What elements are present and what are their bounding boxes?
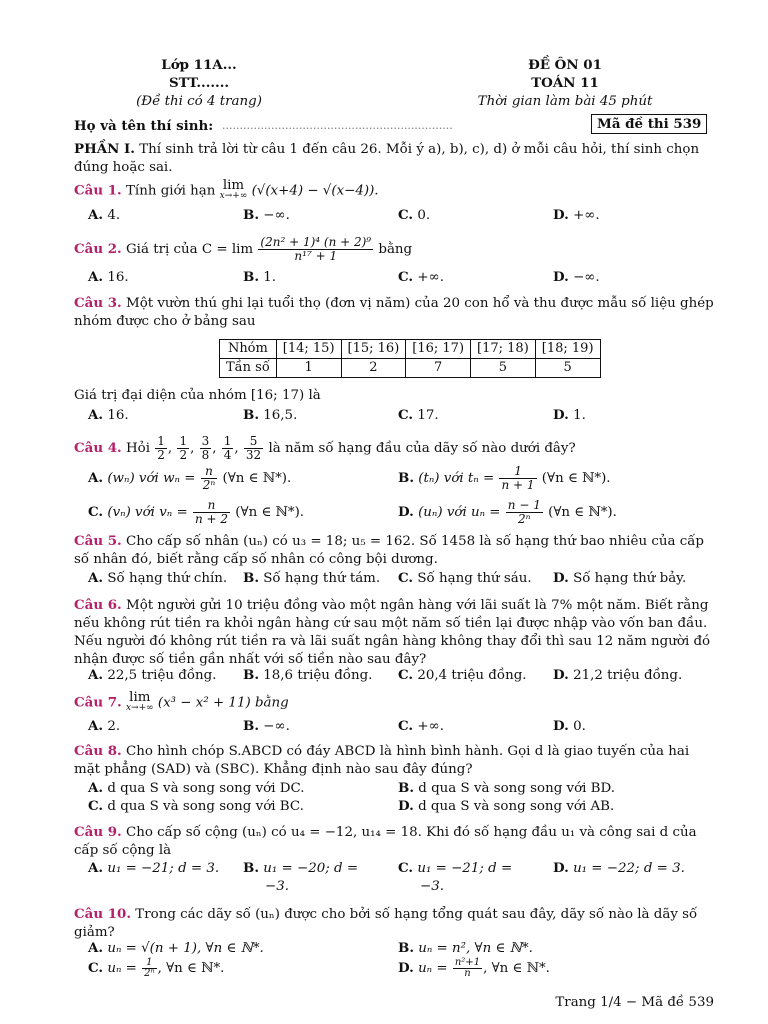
time-note: Thời gian làm bài 45 phút (477, 94, 653, 109)
question-10 (74, 905, 714, 942)
question-3-sub: Giá trị đại diện của nhóm [16; 17) là (74, 388, 321, 403)
options-q1 (88, 206, 708, 225)
option-a: A. 22,5 triệu đồng. (88, 667, 217, 683)
question-text: Một người gửi 10 triệu đồng vào một ngân hàng với lãi suất là 7% một năm. Biết rằng nếu không rút tiền ra khỏi ngân hàng cứ sau một năm số tiền lại được nhập vào vốn ban đầu. Nếu người đó không rút tiền ra và lãi suất ngân hàng không thay đổi thì sau 12 năm người đó nhận được số tiền gần nhất với số tiền nào sau đây? (74, 598, 711, 667)
fraction: $\frac{3}{8}$ (201, 434, 210, 462)
limit-operator: lim x→+∞ (125, 690, 154, 713)
question-4: Câu 4. Hỏi $\frac{1}{2}$ , $\frac{1}{2}$ , $\frac{3}{8}$ , $\frac{1}{4}$ , $\frac{5}{32}$ là năm số hạng đầu của dãy số nào dưới đây? (74, 434, 576, 462)
option-a: A. 4. (88, 207, 121, 223)
option-d: D. u₁ = −22; d = 3. (553, 860, 685, 876)
option-c: C. Số hạng thứ sáu. (398, 570, 532, 586)
option-d: D. Số hạng thứ bảy. (553, 570, 687, 586)
question-text: Hỏi (125, 441, 151, 456)
option-b: B. 18,6 triệu đồng. (243, 667, 373, 683)
option-c: C. (vₙ) với vₙ = $\frac{n}{n + 2}$ (∀n ∈ ℕ*). (88, 498, 305, 526)
question-text: Giá trị của C = lim (125, 242, 254, 257)
question-number: Câu 2. (74, 241, 122, 257)
option-b: B. uₙ = n², ∀n ∈ ℕ*. (398, 940, 533, 956)
question-2 (74, 236, 714, 263)
part-instruction (74, 140, 714, 177)
option-a: A. 16. (88, 269, 129, 285)
frequency-table (219, 339, 601, 378)
option-d: D. 21,2 triệu đồng. (553, 667, 683, 683)
question-5 (74, 532, 714, 569)
options-q5 (88, 569, 708, 588)
question-1 (74, 180, 714, 202)
option-a: A. 2. (88, 718, 121, 734)
question-9 (74, 823, 714, 860)
option-c: C. 17. (398, 407, 439, 423)
table-row: Tần số 1 2 7 5 5 (220, 359, 601, 378)
subject: TOÁN 11 (531, 75, 599, 91)
exam-code-box: Mã đề thi 539 (591, 114, 707, 134)
class-label: Lớp 11A... (161, 57, 237, 73)
question-text: Cho hình chóp S.ABCD có đáy ABCD là hình bình hành. Gọi d là giao tuyến của hai mặt phẳng (SAD) và (SBC). Khẳng định nào sau đây đúng? (74, 744, 690, 777)
question-number: Câu 8. (74, 743, 122, 759)
page-footer: Trang 1/4 − Mã đề 539 (555, 995, 714, 1010)
question-number: Câu 10. (74, 906, 132, 922)
option-b: B. (tₙ) với tₙ = $\frac{1}{n + 1}$ (∀n ∈ ℕ*). (398, 464, 611, 492)
part-title: PHẦN I. (74, 141, 135, 157)
option-c: C. u₁ = −21; d = −3. (398, 860, 513, 894)
question-tail: bằng (378, 242, 413, 257)
fraction: $\frac{1}{2}$ (157, 434, 165, 462)
question-number: Câu 4. (74, 440, 122, 456)
options-q6 (88, 666, 708, 685)
option-d: D. 0. (553, 718, 586, 734)
option-c: C. d qua S và song song với BC. (88, 798, 304, 814)
limit-operator: lim x→+∞ (219, 178, 248, 201)
option-a: A. u₁ = −21; d = 3. (88, 860, 220, 876)
question-number: Câu 3. (74, 295, 122, 311)
fraction: $\frac{1}{4}$ (223, 434, 232, 462)
option-b: B. Số hạng thứ tám. (243, 570, 381, 586)
options-q2 (88, 268, 708, 287)
option-c: C. +∞. (398, 718, 444, 734)
options-q10-row2 (88, 958, 708, 979)
table-row: Nhóm [14; 15) [15; 16) [16; 17) [17; 18) [18; 19) (220, 340, 601, 359)
options-q7 (88, 717, 708, 736)
question-7 (74, 692, 714, 714)
options-q3 (88, 406, 708, 425)
question-number: Câu 7. (74, 694, 122, 711)
limit-subscript: x→+∞ (219, 191, 248, 201)
option-b: B. 1. (243, 269, 277, 285)
option-b: B. u₁ = −20; d = −3. (243, 860, 359, 894)
question-8 (74, 742, 714, 779)
question-number: Câu 5. (74, 533, 122, 549)
question-number: Câu 1. (74, 182, 122, 199)
question-text: là năm số hạng đầu của dãy số nào dưới đây? (268, 441, 576, 456)
options-q4-row2 (88, 499, 708, 526)
question-text: Trong các dãy số (uₙ) được cho bởi số hạng tổng quát sau đây, dãy số nào là dãy số giảm? (74, 907, 698, 940)
fraction: $\frac{1}{2}$ (179, 434, 188, 462)
option-c: C. 20,4 triệu đồng. (398, 667, 527, 683)
stt-label: STT....... (168, 75, 230, 91)
question-text: Cho cấp số cộng (uₙ) có u₄ = −12, u₁₄ = 18. Khi đó số hạng đầu u₁ và công sai d của cấp số cộng là (74, 825, 697, 858)
option-a: A. Số hạng thứ chín. (88, 570, 228, 586)
name-label: Họ và tên thí sinh: (74, 118, 214, 134)
option-b: B. 16,5. (243, 407, 298, 423)
option-c: C. 0. (398, 207, 431, 223)
math-expression: (x³ − x² + 11) bằng (157, 695, 289, 711)
question-number: Câu 6. (74, 597, 122, 613)
options-q9 (88, 859, 708, 896)
option-b: B. d qua S và song song với BD. (398, 780, 616, 796)
question-text: Tính giới hạn (125, 183, 216, 199)
part-instruction-text: Thí sinh trả lời từ câu 1 đến câu 26. Mỗi ý a), b), c), d) ở mỗi câu hỏi, thí sinh chọn đúng hoặc sai. (74, 142, 700, 175)
question-6 (74, 596, 714, 669)
option-d: D. −∞. (553, 269, 600, 285)
name-dots: .................................................................. (222, 119, 453, 132)
option-a: A. 16. (88, 407, 129, 423)
fraction: $\frac{5}{32}$ (245, 434, 262, 462)
option-b: B. −∞. (243, 718, 290, 734)
option-d: D. (uₙ) với uₙ = $\frac{n - 1}{\text{2ⁿ}}$ (∀n ∈ ℕ*). (398, 498, 617, 526)
math-expression: (√(x+4) − √(x−4)). (251, 183, 379, 199)
option-a: A. (wₙ) với wₙ = $\frac{n}{\text{2ⁿ}}$ (∀n ∈ ℕ*). (88, 464, 292, 492)
question-number: Câu 9. (74, 824, 122, 840)
option-d: D. +∞. (553, 207, 600, 223)
option-d: D. uₙ = $\frac{\text{n²+1}}{n}$ , ∀n ∈ ℕ*. (398, 957, 550, 979)
exam-title: ĐỀ ÔN 01 (528, 57, 602, 73)
pages-note: (Đề thi có 4 trang) (136, 94, 262, 109)
options-q4-row1 (88, 465, 708, 492)
options-q10-row1 (88, 939, 708, 958)
question-text: Cho cấp số nhân (uₙ) có u₃ = 18; u₅ = 162. Số 1458 là số hạng thứ bao nhiêu của cấp số nhân đó, biết rằng cấp số nhân có công bội dương. (74, 534, 705, 567)
option-d: D. d qua S và song song với AB. (398, 798, 615, 814)
option-c: C. +∞. (398, 269, 444, 285)
fraction: $\frac{\text{(2n² + 1)⁴ (n + 2)⁹}}{\text{n¹⁷ + 1}}$ (260, 235, 372, 263)
option-c: C. uₙ = $\frac{1}{\text{2ⁿ}}$ , ∀n ∈ ℕ*. (88, 957, 225, 979)
option-a: A. uₙ = √(n + 1), ∀n ∈ ℕ*. (88, 940, 264, 956)
options-q8-row1 (88, 779, 708, 798)
options-q8-row2 (88, 797, 708, 816)
question-text: Một vườn thú ghi lại tuổi thọ (đơn vị năm) của 20 con hổ và thu được mẫu số liệu ghép nhóm được cho ở bảng sau (74, 296, 714, 329)
question-3 (74, 294, 714, 331)
option-a: A. d qua S và song song với DC. (88, 780, 305, 796)
option-d: D. 1. (553, 407, 586, 423)
option-b: B. −∞. (243, 207, 290, 223)
